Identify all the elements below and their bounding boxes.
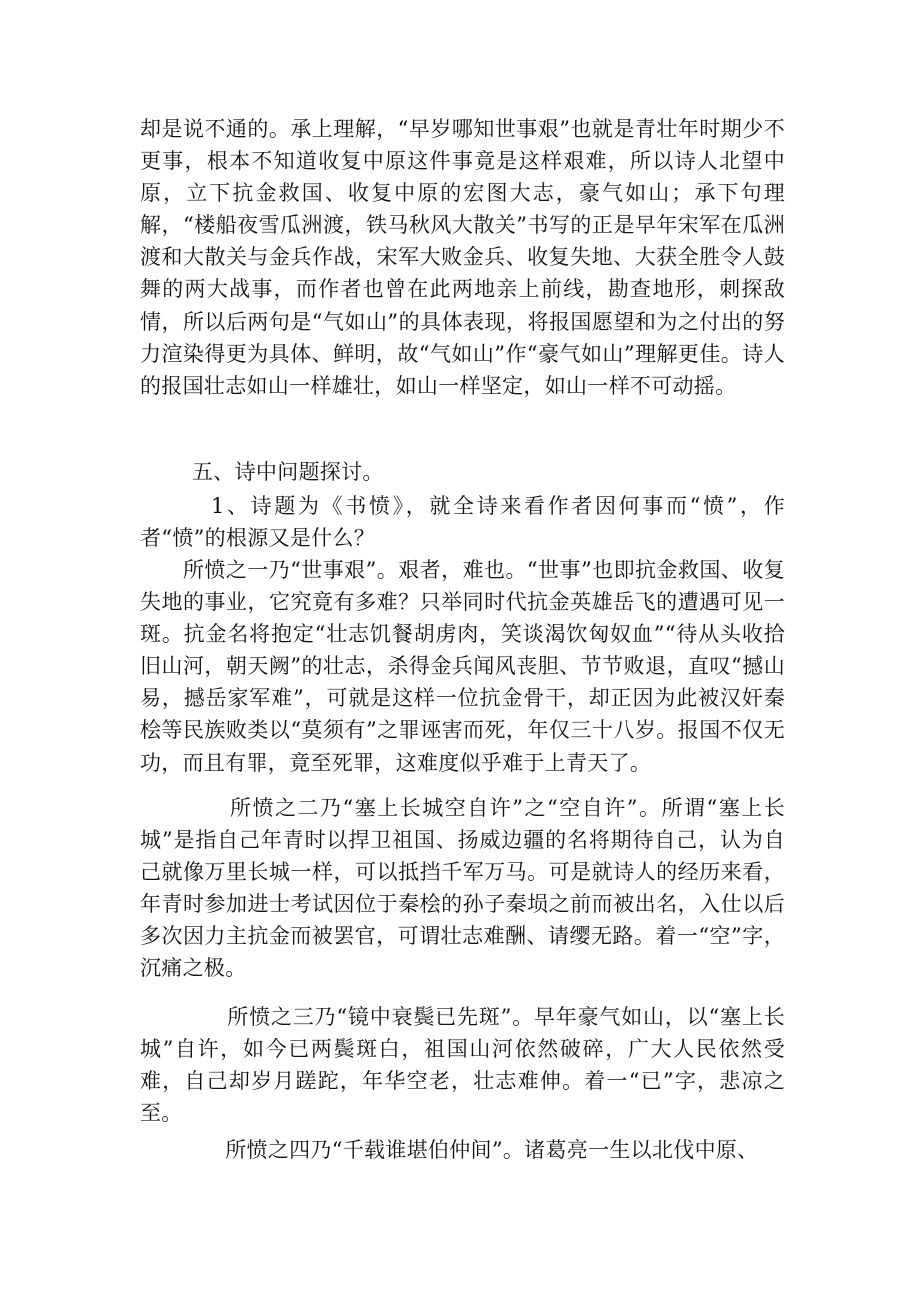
- answer-paragraph-4: 所愤之四乃“千载谁堪伯仲间”。诸葛亮一生以北伐中原、: [140, 1138, 759, 1162]
- question-paragraph: 1、诗题为《书愤》，就全诗来看作者因何事而“愤”，作者“愤”的根源又是什么？: [140, 494, 785, 551]
- paragraph-continuation: 却是说不通的。承上理解，“早岁哪知世事艰”也就是青壮年时期少不更事，根本不知道收复中原这件事竟是这样艰难，所以诗人北望中原，立下抗金救国、收复中原的宏图大志，豪气如山；承下句理解，“楼船夜雪瓜洲渡，铁马秋风大散关”书写的正是早年宋军在瓜洲渡和大散关与金兵作战，宋军大败金兵、收复失地、大获全胜令人鼓舞的两大战事，而作者也曾在此两地亲上前线，勘查地形，刺探敌情，所以后两句是“气如山”的具体表现，将报国愿望和为之付出的努力渲染得更为具体、鲜明，故“气如山”作“豪气如山”理解更佳。诗人的报国壮志如山一样雄壮，如山一样坚定，如山一样不可动摇。: [140, 117, 785, 398]
- answer-paragraph-1: 所愤之一乃“世事艰”。艰者，难也。“世事”也即抗金救国、收复失地的事业，它究竟有多难？只举同时代抗金英雄岳飞的遭遇可见一斑。抗金名将抱定“壮志饥餐胡虏肉，笑谈渴饮匈奴血”“待从头收拾旧山河，朝天阙”的壮志，杀得金兵闻风丧胆、节节败退，直叹“撼山易，撼岳家军难”，可就是这样一位抗金骨干，却正因为此被汉奸秦桧等民族败类以“莫须有”之罪诬害而死，年仅三十八岁。报国不仅无功，而且有罪，竟至死罪，这难度似乎难于上青天了。: [140, 558, 785, 775]
- answer-paragraph-3: 所愤之三乃“镜中衰鬓已先斑”。早年豪气如山，以“塞上长城”自许，如今已两鬓斑白，祖国山河依然破碎，广大人民依然受难，自己却岁月蹉跎，年华空老，壮志难伸。着一“已”字，悲凉之至。: [140, 1005, 785, 1126]
- answer-paragraph-2: 所愤之二乃“塞上长城空自许”之“空自许”。所谓“塞上长城”是指自己年青时以捍卫祖国、扬威边疆的名将期待自己，认为自己就像万里长城一样，可以抵挡千军万马。可是就诗人的经历来看，年青时参加进士考试因位于秦桧的孙子秦埙之前而被出名，入仕以后多次因力主抗金而被罢官，可谓壮志难酬、请缨无路。着一“空”字，沉痛之极。: [140, 796, 785, 981]
- section-heading: 五、诗中问题探讨。: [192, 460, 384, 484]
